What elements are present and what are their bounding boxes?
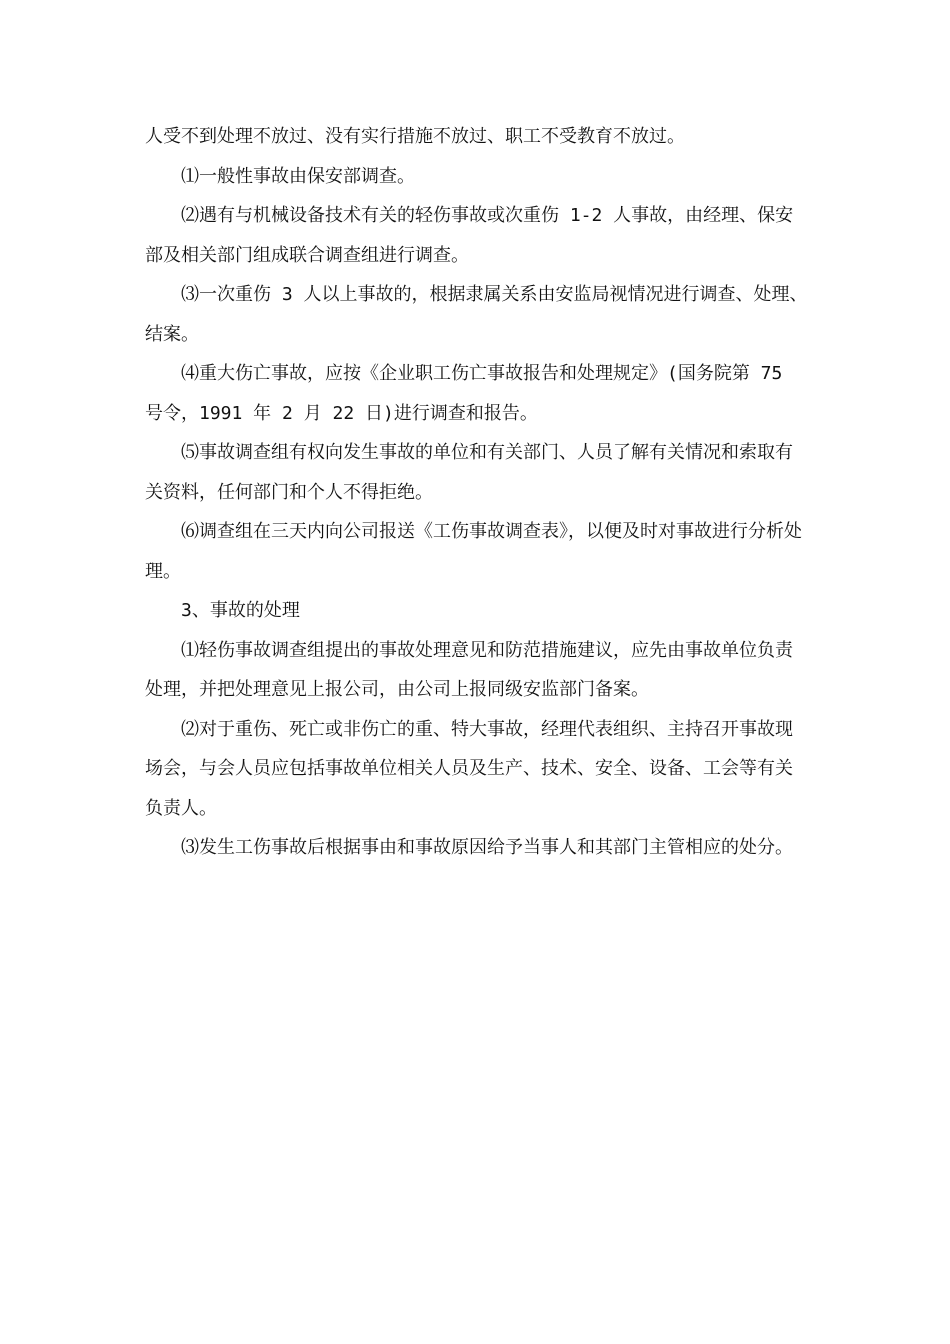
section-heading: 3、事故的处理	[181, 600, 300, 621]
paragraph-handling-1: ⑴轻伤事故调查组提出的事故处理意见和防范措施建议，应先由事故单位负责处理，并把处理意见上报公司，由公司上报同级安监部门备案。	[145, 639, 793, 700]
paragraph-item-1: ⑴一般性事故由保安部调查。	[181, 165, 415, 187]
paragraph-handling-2: ⑵对于重伤、死亡或非伤亡的重、特大事故，经理代表组织、主持召开事故现场会，与会人员应包括事故单位相关人员及生产、技术、安全、设备、工会等有关负责人。	[145, 718, 793, 819]
paragraph-item-2: ⑵遇有与机械设备技术有关的轻伤事故或次重伤 1-2 人事故，由经理、保安部及相关部门组成联合调查组进行调查。	[145, 205, 794, 266]
paragraph-handling-3: ⑶发生工伤事故后根据事由和事故原因给予当事人和其部门主管相应的处分。	[181, 837, 793, 858]
paragraph-continuation: 人受不到处理不放过、没有实行措施不放过、职工不受教育不放过。	[145, 126, 685, 147]
paragraph-item-3: ⑶一次重伤 3 人以上事故的，根据隶属关系由安监局视情况进行调查、处理、结案。	[145, 284, 808, 345]
paragraph-item-4: ⑷重大伤亡事故，应按《企业职工伤亡事故报告和处理规定》(国务院第 75 号令，1991 年 2 月 22 日)进行调查和报告。	[145, 363, 783, 424]
paragraph-item-5: ⑸事故调查组有权向发生事故的单位和有关部门、人员了解有关情况和索取有关资料，任何部门和个人不得拒绝。	[145, 442, 793, 503]
document-body	[145, 117, 810, 868]
paragraph-item-6: ⑹调查组在三天内向公司报送《工伤事故调查表》，以便及时对事故进行分析处理。	[145, 521, 802, 582]
